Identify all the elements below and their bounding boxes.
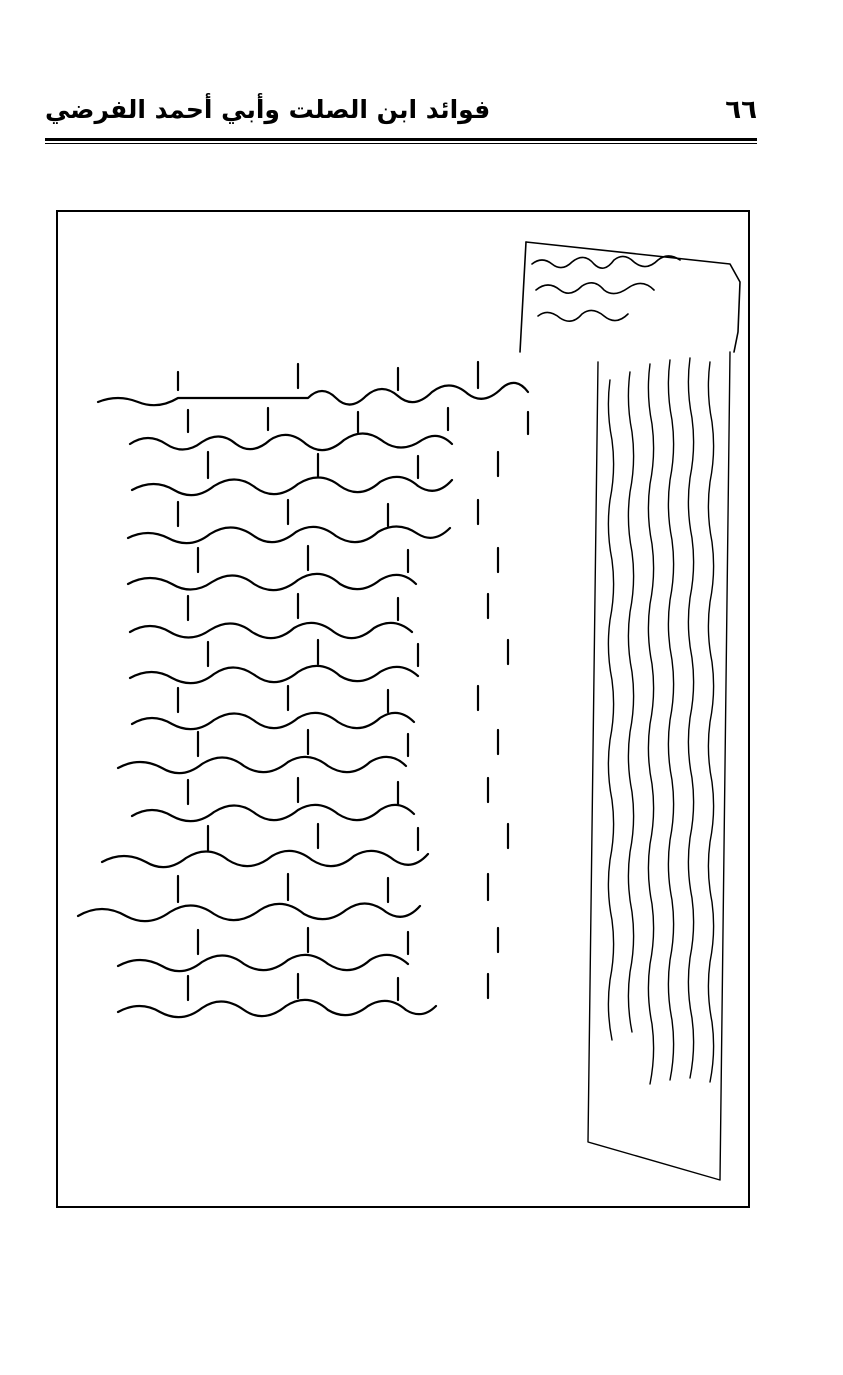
manuscript-main-text <box>78 362 528 1017</box>
page-header <box>45 95 757 137</box>
header-rule-thin <box>45 143 757 144</box>
margin-note-vertical <box>588 352 730 1180</box>
manuscript-image-frame <box>56 210 750 1208</box>
manuscript-image <box>58 212 748 1206</box>
margin-note-top <box>520 242 740 352</box>
page-number: ٦٦ <box>725 95 757 125</box>
running-title: فوائد ابن الصلت وأبي أحمد الفرضي <box>45 95 491 124</box>
header-rule-thick <box>45 138 757 141</box>
